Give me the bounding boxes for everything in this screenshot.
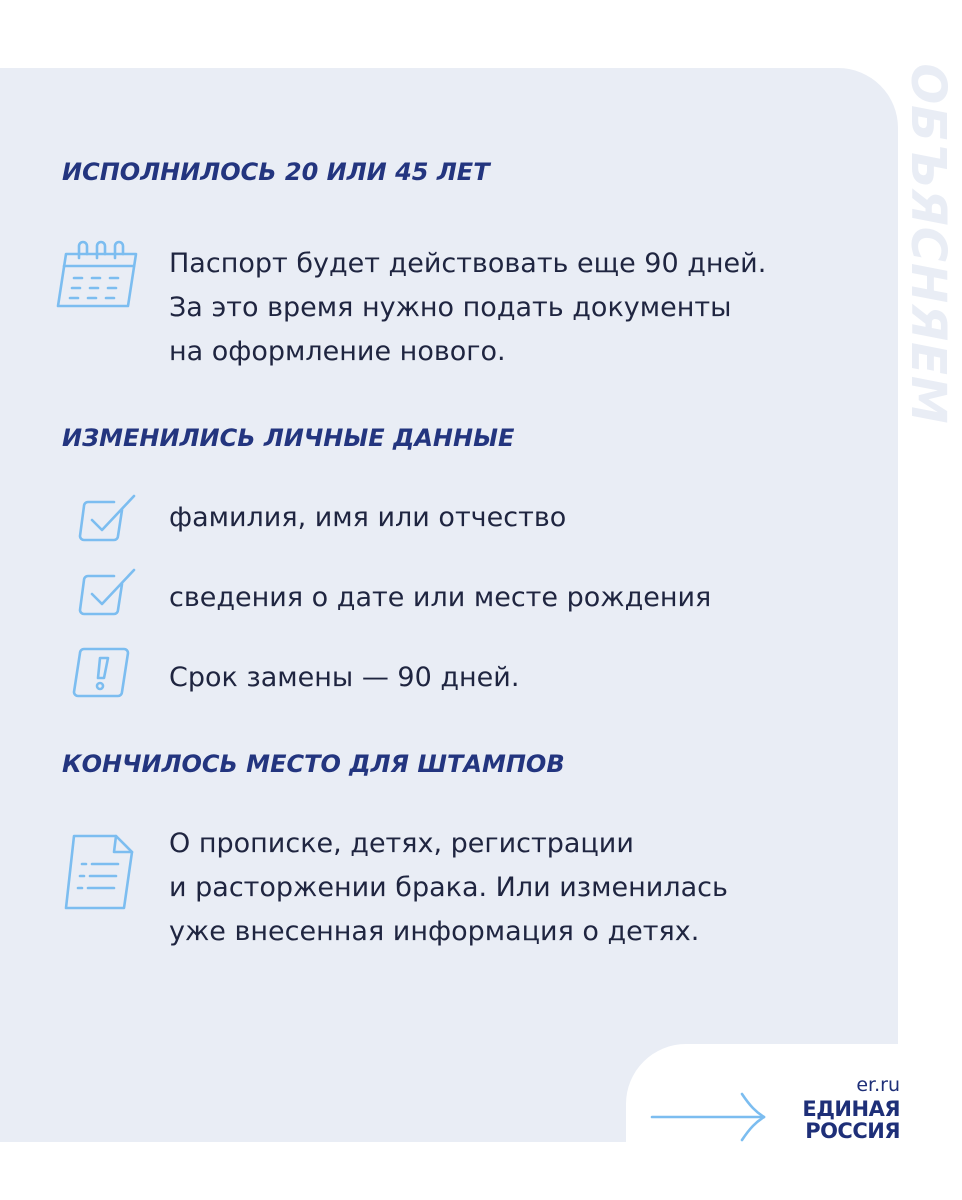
- item-text-birth: сведения о дате или месте рождения: [169, 582, 712, 613]
- brand-line: ЕДИНАЯ: [802, 1097, 900, 1121]
- section-text-stamps: [169, 822, 728, 954]
- text-line: уже внесенная информация о детях.: [169, 916, 700, 947]
- checkbox-icon: [78, 566, 140, 618]
- text-line: на оформление нового.: [169, 336, 506, 367]
- text-line: Паспорт будет действовать еще 90 дней.: [169, 248, 767, 279]
- section-text-age: [169, 242, 766, 374]
- text-line: За это время нужно подать документы: [169, 292, 732, 323]
- brand-line: РОССИЯ: [805, 1119, 900, 1143]
- section-heading-stamps: КОНЧИЛОСЬ МЕСТО ДЛЯ ШТАМПОВ: [62, 750, 565, 778]
- calendar-icon: [52, 240, 144, 312]
- arrow-right-icon: [650, 1092, 770, 1147]
- document-icon: [62, 834, 136, 912]
- text-line: О прописке, детях, регистрации: [169, 828, 634, 859]
- brand-logo: [802, 1098, 900, 1142]
- item-text-name: фамилия, имя или отчество: [169, 502, 567, 533]
- item-text-deadline: Срок замены — 90 дней.: [169, 662, 520, 693]
- side-label: ОБЪЯСНЯЕМ: [900, 63, 956, 425]
- section-heading-personal-data: ИЗМЕНИЛИСЬ ЛИЧНЫЕ ДАННЫЕ: [62, 424, 515, 452]
- exclamation-icon: [72, 646, 132, 700]
- brand-url: er.ru: [856, 1074, 900, 1096]
- text-line: и расторжении брака. Или изменилась: [169, 872, 728, 903]
- section-heading-age: ИСПОЛНИЛОСЬ 20 ИЛИ 45 ЛЕТ: [62, 158, 490, 186]
- checkbox-icon: [78, 492, 140, 544]
